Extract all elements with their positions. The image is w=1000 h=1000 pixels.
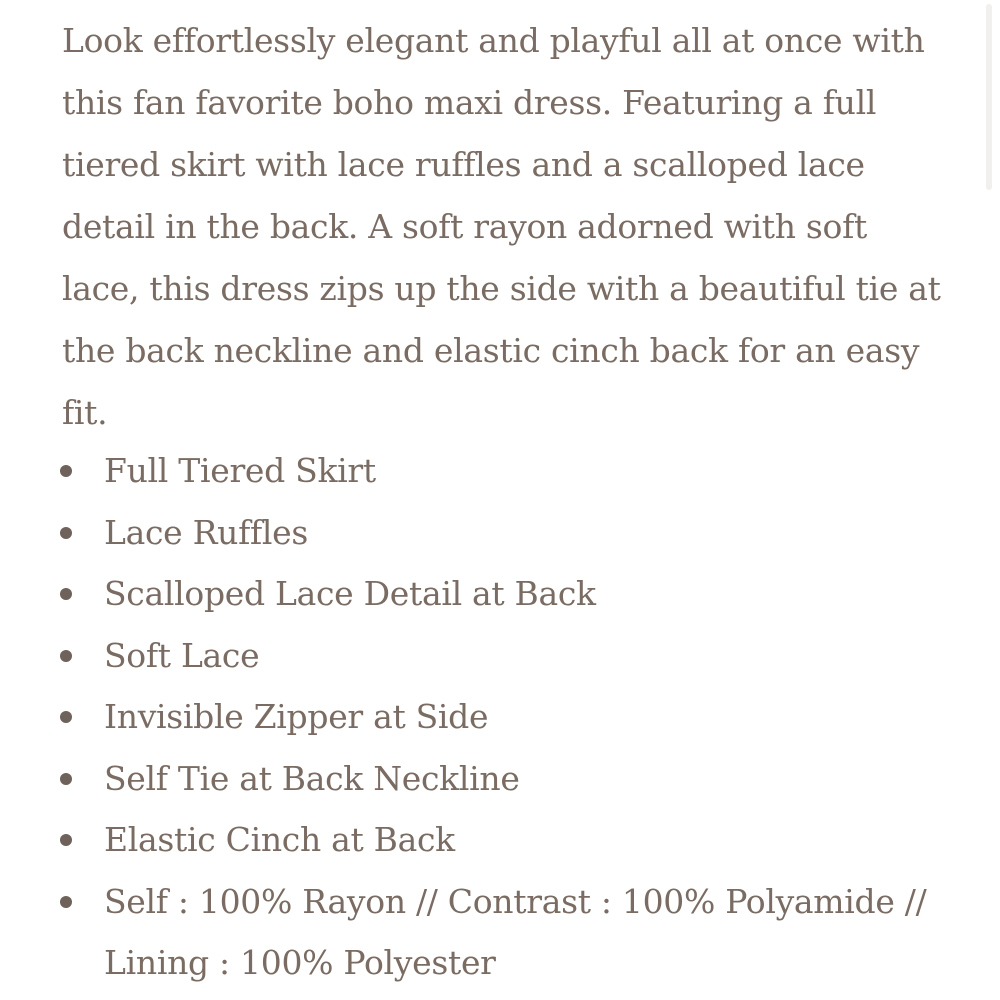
feature-item	[0, 871, 960, 994]
feature-item	[0, 502, 960, 564]
feature-text: Self Tie at Back Neckline	[104, 758, 520, 798]
bullet-icon	[60, 588, 72, 600]
product-description: Look effortlessly elegant and playful all at once with this fan favorite boho maxi dress. Featuring a full tiered skirt with lace ruffles and a scalloped lace detail in the back. A soft rayon adorned with soft lace, this dress zips up the side with a beautiful tie at the back neckline and elastic cinch back for an easy fit.	[62, 21, 941, 432]
feature-text: Lace Ruffles	[104, 512, 309, 552]
bullet-icon	[60, 650, 72, 662]
bullet-icon	[60, 465, 72, 477]
feature-text: Self : 100% Rayon // Contrast : 100% Polyamide // Lining : 100% Polyester	[104, 881, 927, 982]
bullet-icon	[60, 773, 72, 785]
feature-item	[0, 809, 960, 871]
bullet-icon	[60, 527, 72, 539]
feature-text: Full Tiered Skirt	[104, 451, 376, 490]
bullet-icon	[60, 834, 72, 846]
scrollbar-thumb[interactable]	[986, 4, 992, 190]
feature-text: Invisible Zipper at Side	[104, 697, 489, 736]
scrollbar[interactable]	[978, 0, 1000, 1000]
feature-text: Soft Lace	[104, 635, 260, 675]
bullet-icon	[60, 896, 72, 908]
feature-item	[0, 440, 960, 502]
feature-item	[0, 686, 960, 748]
feature-item	[0, 625, 960, 687]
feature-text: Elastic Cinch at Back	[104, 820, 455, 859]
feature-list	[0, 440, 960, 994]
feature-text: Scalloped Lace Detail at Back	[104, 574, 596, 613]
bullet-icon	[60, 711, 72, 723]
feature-item	[0, 563, 960, 625]
feature-item	[0, 748, 960, 810]
